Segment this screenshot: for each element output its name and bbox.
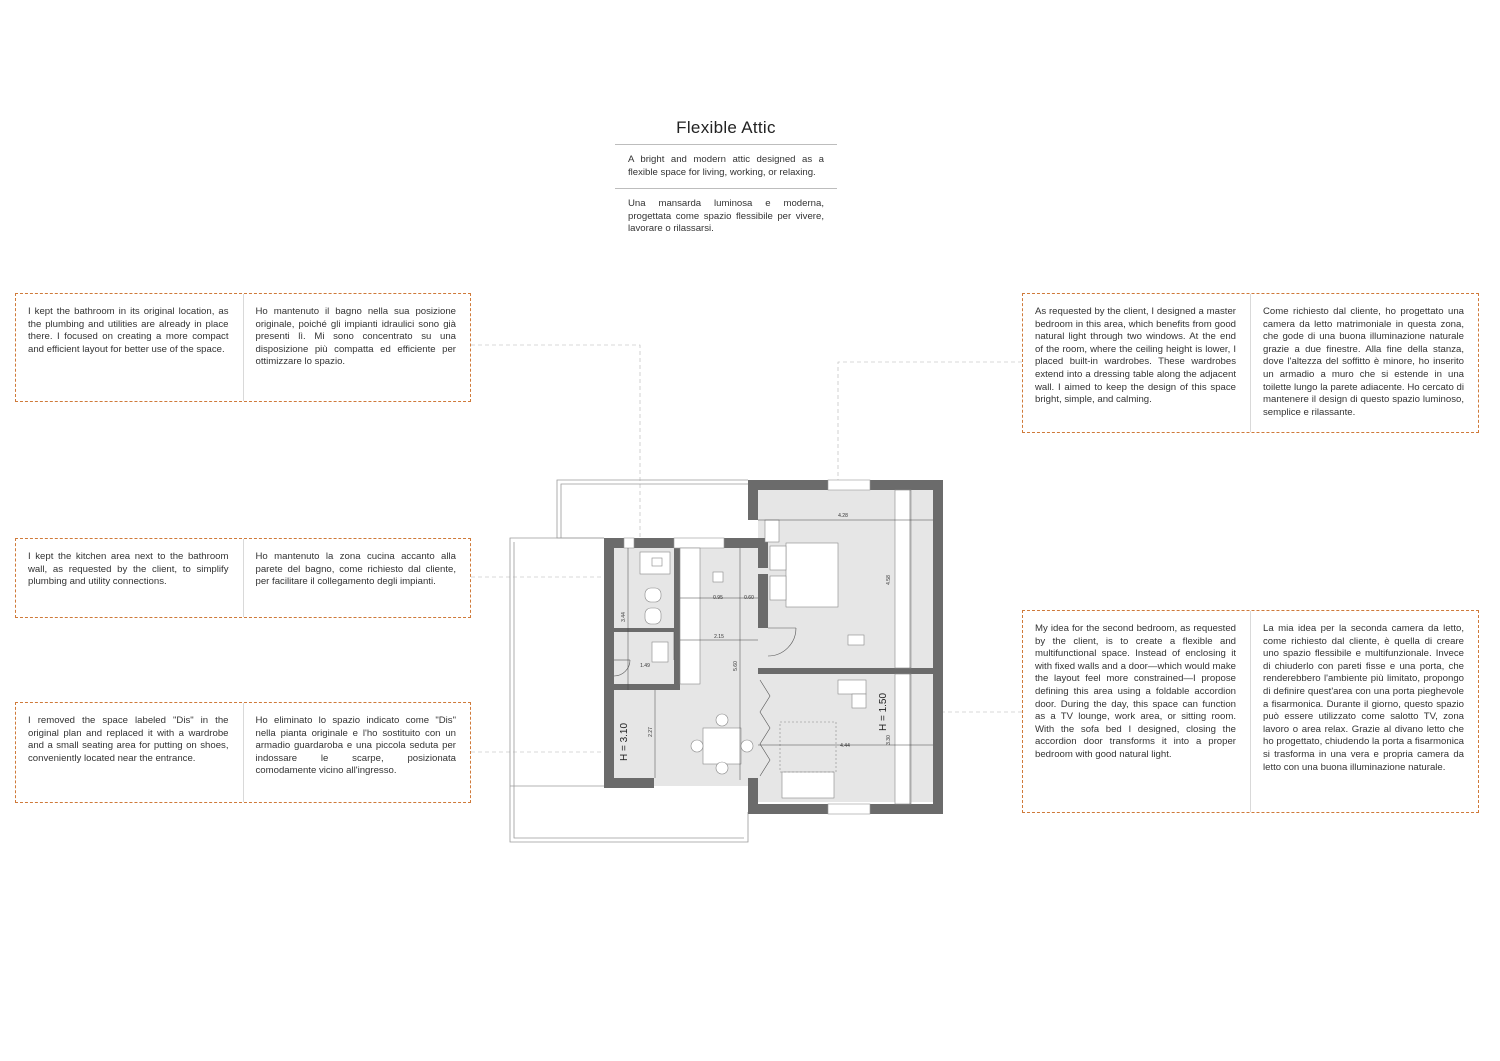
dimension-label: 0.60 [744, 595, 754, 601]
note-text-it: La mia idea per la seconda camera da letto, come richiesto dal cliente, è quella di creare uno spazio flessibile e multifunzionale. Invece di chiuderlo con pareti fisse e una porta, che renderebbero l'ambiente più limitato, propongo di definire quest'area con una porta pieghevole a fisarmonica. Durante il giorno, questo spazio può essere utilizzato come salotto TV, zona lavoro o area relax. Grazie al divano letto che ho progettato, chiudendo la porta a fisarmonica si trasforma in una vera e propria camera da letto con una buona illuminazione naturale. [1263, 623, 1464, 773]
dimension-label: 0.95 [713, 595, 723, 601]
dimension-label: 1.49 [640, 663, 650, 669]
note-text-en: I kept the bathroom in its original location, as the plumbing and utilities are already in place there. I focused on creating a more compact and efficient layout for better use of the space. [16, 294, 244, 401]
note-text-it: Ho eliminato lo spazio indicato come "Dis" nella pianta originale e l'ho sostituito con un armadio guardaroba e una piccola seduta per indossare le scarpe, posizionata comodamente vicino all'ingresso. [255, 715, 456, 777]
note-text-en: As requested by the client, I designed a master bedroom in this area, which benefits from good natural light through two windows. At the end of the room, where the ceiling height is lower, I placed built-in wardrobes. These wardrobes extend into a dressing table along the adjacent wall. I aimed to keep the design of this space bright, simple, and calming. [1023, 294, 1251, 432]
dimension-label: 5.60 [733, 661, 739, 671]
page-title: Flexible Attic [676, 118, 776, 137]
note-text-it: Come richiesto dal cliente, ho progettato una camera da letto matrimoniale in questa zona, che gode di una buona illuminazione naturale grazie a due finestre. Alla fine della stanza, dove l'altezza del soffitto è minore, ho inserito un armadio a muro che si estende in una toilette lungo la parete adiacente. Ho cercato di mantenere il design di questo spazio luminoso, semplice e rilassante. [1263, 306, 1464, 418]
note-text-it: Ho mantenuto il bagno nella sua posizione originale, poiché gli impianti idraulici sono già presenti lì. Mi sono concentrato su una disposizione più compatta ed efficiente per ottimizzare lo spazio. [255, 306, 456, 368]
ceiling-height-label: H = 1.50 [878, 692, 889, 732]
dimension-label: 2.27 [648, 727, 654, 737]
description-it: Una mansarda luminosa e moderna, progettata come spazio flessibile per vivere, lavorare o rilassarsi. [628, 198, 824, 235]
dimension-label: 4.28 [838, 513, 848, 519]
note-text-en: I kept the kitchen area next to the bathroom wall, as requested by the client, to simplify plumbing and utility connections. [16, 539, 244, 617]
dimension-label: 4.44 [840, 743, 850, 749]
dimension-label: 4.58 [886, 575, 892, 585]
note-text-it: Ho mantenuto la zona cucina accanto alla parete del bagno, come richiesto dal cliente, per facilitare il collegamento degli impianti. [255, 551, 456, 588]
note-text-en: My idea for the second bedroom, as requested by the client, is to create a flexible and multifunctional space. Instead of enclosing it with fixed walls and a door—which would make the layout feel more constrained—I propose defining this area using a foldable accordion door. During the day, this space can function as a TV lounge, work area, or sitting room. With the sofa bed I designed, closing the accordion door transforms it into a proper bedroom with good natural light. [1023, 611, 1251, 812]
ceiling-height-label: H = 3.10 [619, 722, 630, 762]
dimension-label: 3.30 [886, 735, 892, 745]
note-text-en: I removed the space labeled "Dis" in the original plan and replaced it with a wardrobe and a small seating area for putting on shoes, conveniently located near the entrance. [16, 703, 244, 802]
dimension-label: 3.44 [621, 612, 627, 622]
description-en: A bright and modern attic designed as a flexible space for living, working, or relaxing. [628, 154, 824, 178]
dimension-label: 2.15 [714, 634, 724, 640]
